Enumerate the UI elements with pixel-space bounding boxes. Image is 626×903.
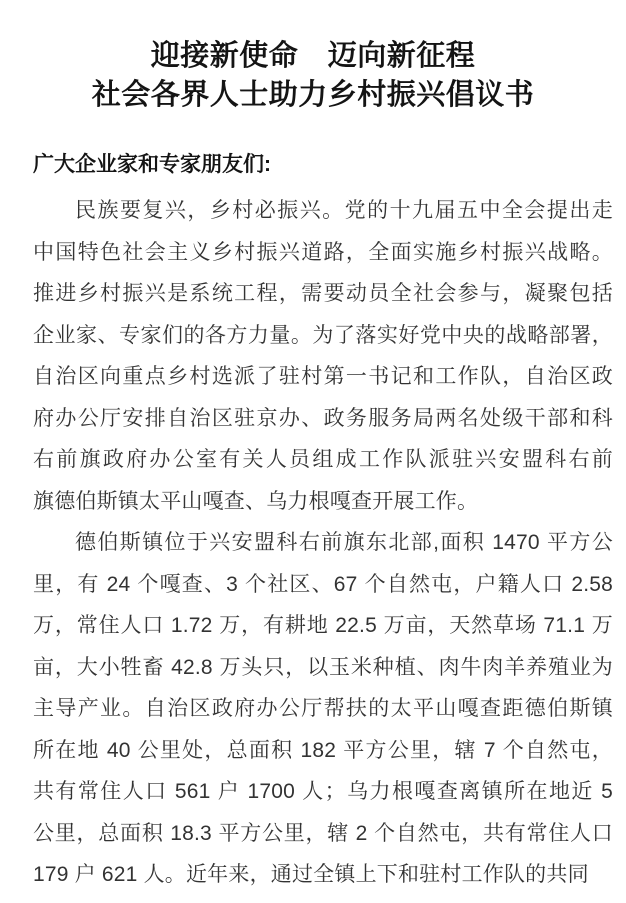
paragraph-line: 右前旗政府办公室有关人员组成工作队派驻兴安盟科右前 xyxy=(33,448,613,471)
paragraph-line: 主导产业。自治区政府办公厅帮扶的太平山嘎查距德伯斯镇 xyxy=(33,697,613,720)
paragraph-line: 共有常住人口 561 户 1700 人；乌力根嘎查离镇所在地近 5 xyxy=(33,780,613,803)
paragraph-line: 推进乡村振兴是系统工程，需要动员全社会参与，凝聚包括 xyxy=(33,282,613,305)
paragraph-line: 府办公厅安排自治区驻京办、政务服务局两名处级干部和科 xyxy=(33,406,613,430)
paragraph-line: 企业家、专家们的各方力量。为了落实好党中央的战略部署， xyxy=(33,323,613,347)
paragraph-line: 旗德伯斯镇太平山嘎查、乌力根嘎查开展工作。 xyxy=(33,489,479,513)
document-title-line2: 社会各界人士助力乡村振兴倡议书 xyxy=(91,79,535,111)
paragraph-line: 中国特色社会主义乡村振兴道路，全面实施乡村振兴战略。 xyxy=(33,240,613,264)
paragraph-line: 亩，大小牲畜 42.8 万头只，以玉米种植、肉牛肉羊养殖业为 xyxy=(33,655,613,679)
paragraph-line: 公里，总面积 18.3 平方公里，辖 2 个自然屯，共有常住人口 xyxy=(33,821,613,845)
document-title-line1: 迎接新使命 迈向新征程 xyxy=(150,40,476,72)
paragraph-line: 万，常住人口 1.72 万，有耕地 22.5 万亩，天然草场 71.1 万 xyxy=(33,614,613,637)
paragraph-line: 自治区向重点乡村选派了驻村第一书记和工作队，自治区政 xyxy=(33,365,613,388)
paragraph-line: 德伯斯镇位于兴安盟科右前旗东北部,面积 1470 平方公 xyxy=(75,531,613,554)
paragraph-line: 民族要复兴，乡村必振兴。党的十九届五中全会提出走 xyxy=(75,199,613,222)
paragraph-line: 179 户 621 人。近年来，通过全镇上下和驻村工作队的共同 xyxy=(33,863,589,886)
paragraph-line: 所在地 40 公里处，总面积 182 平方公里，辖 7 个自然屯， xyxy=(33,738,613,762)
document-title xyxy=(0,37,626,115)
document-body xyxy=(0,190,613,896)
salutation: 广大企业家和专家朋友们: xyxy=(33,153,271,176)
paragraph-line: 里，有 24 个嘎查、3 个社区、67 个自然屯，户籍人口 2.58 xyxy=(33,572,613,596)
